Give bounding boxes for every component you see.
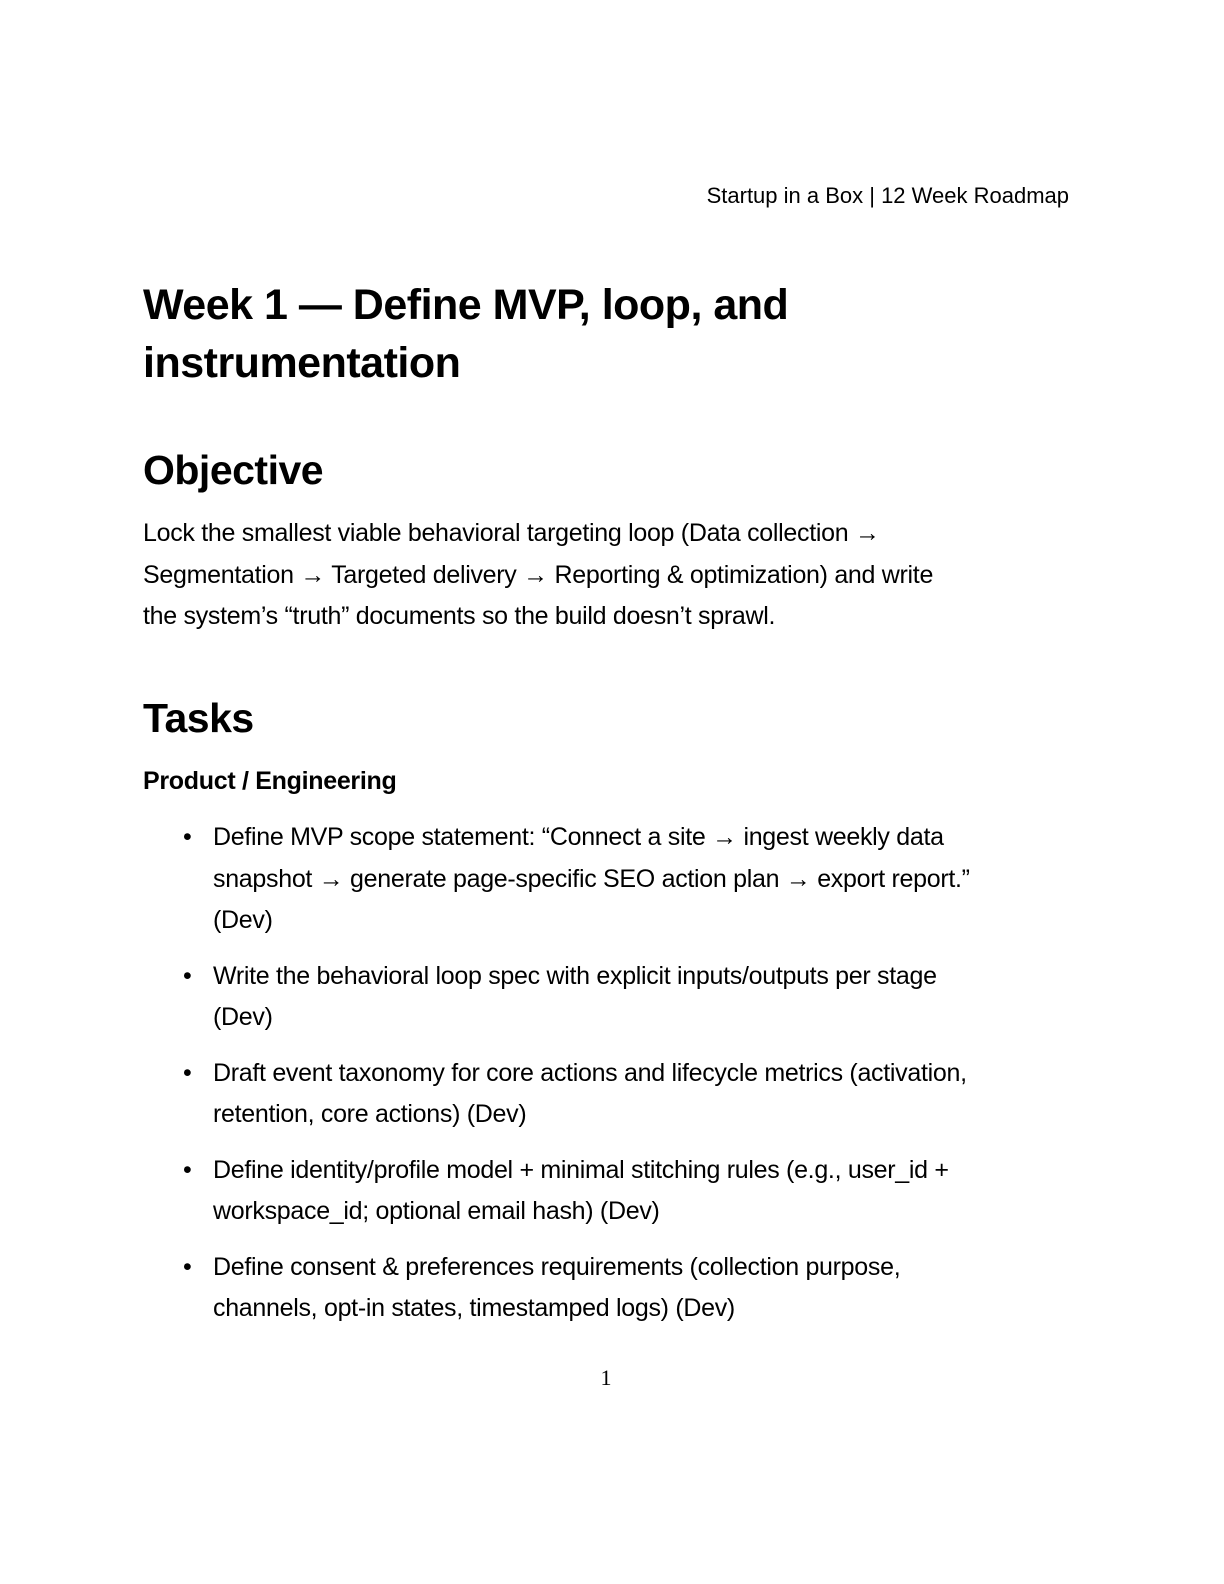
bullet-icon: • <box>183 961 192 990</box>
task-line: channels, opt-in states, timestamped logs) (Dev) <box>213 1294 735 1322</box>
task-item <box>143 1053 1083 1136</box>
task-line: retention, core actions) (Dev) <box>213 1100 527 1128</box>
bullet-icon: • <box>183 1058 192 1087</box>
task-item <box>143 817 1083 942</box>
task-item <box>143 1150 1083 1233</box>
task-item <box>143 1247 1083 1330</box>
objective-paragraph <box>143 513 1083 638</box>
task-line: (Dev) <box>213 906 273 934</box>
bullet-icon: • <box>183 1252 192 1281</box>
page-title <box>143 276 788 392</box>
objective-heading: Objective <box>143 447 324 493</box>
running-header: Startup in a Box | 12 Week Roadmap <box>706 183 1069 208</box>
bullet-icon: • <box>183 823 192 851</box>
task-group-label: Product / Engineering <box>143 767 397 795</box>
bullet-icon: • <box>183 1155 192 1184</box>
objective-line: the system’s “truth” documents so the build doesn’t sprawl. <box>143 602 776 630</box>
task-line: workspace_id; optional email hash) (Dev) <box>213 1197 660 1225</box>
task-line: Define identity/profile model + minimal stitching rules (e.g., user_id + <box>213 1155 949 1184</box>
page-title-line: instrumentation <box>143 339 461 387</box>
task-list <box>143 817 1083 1344</box>
task-line: snapshot → generate page-specific SEO action plan → export report.” <box>213 864 970 893</box>
objective-line: Lock the smallest viable behavioral targeting loop (Data collection → <box>143 519 880 547</box>
tasks-heading: Tasks <box>143 695 254 741</box>
task-line: Write the behavioral loop spec with explicit inputs/outputs per stage <box>213 961 937 990</box>
page-number: 1 <box>600 1365 612 1390</box>
task-line: Draft event taxonomy for core actions and lifecycle metrics (activation, <box>213 1058 967 1087</box>
page-title-line: Week 1 — Define MVP, loop, and <box>143 281 789 329</box>
task-item <box>143 956 1083 1039</box>
task-line: Define MVP scope statement: “Connect a site → ingest weekly data <box>213 823 944 851</box>
task-line: Define consent & preferences requirements (collection purpose, <box>213 1252 901 1281</box>
objective-line: Segmentation → Targeted delivery → Reporting & optimization) and write <box>143 560 934 589</box>
task-line: (Dev) <box>213 1003 273 1031</box>
